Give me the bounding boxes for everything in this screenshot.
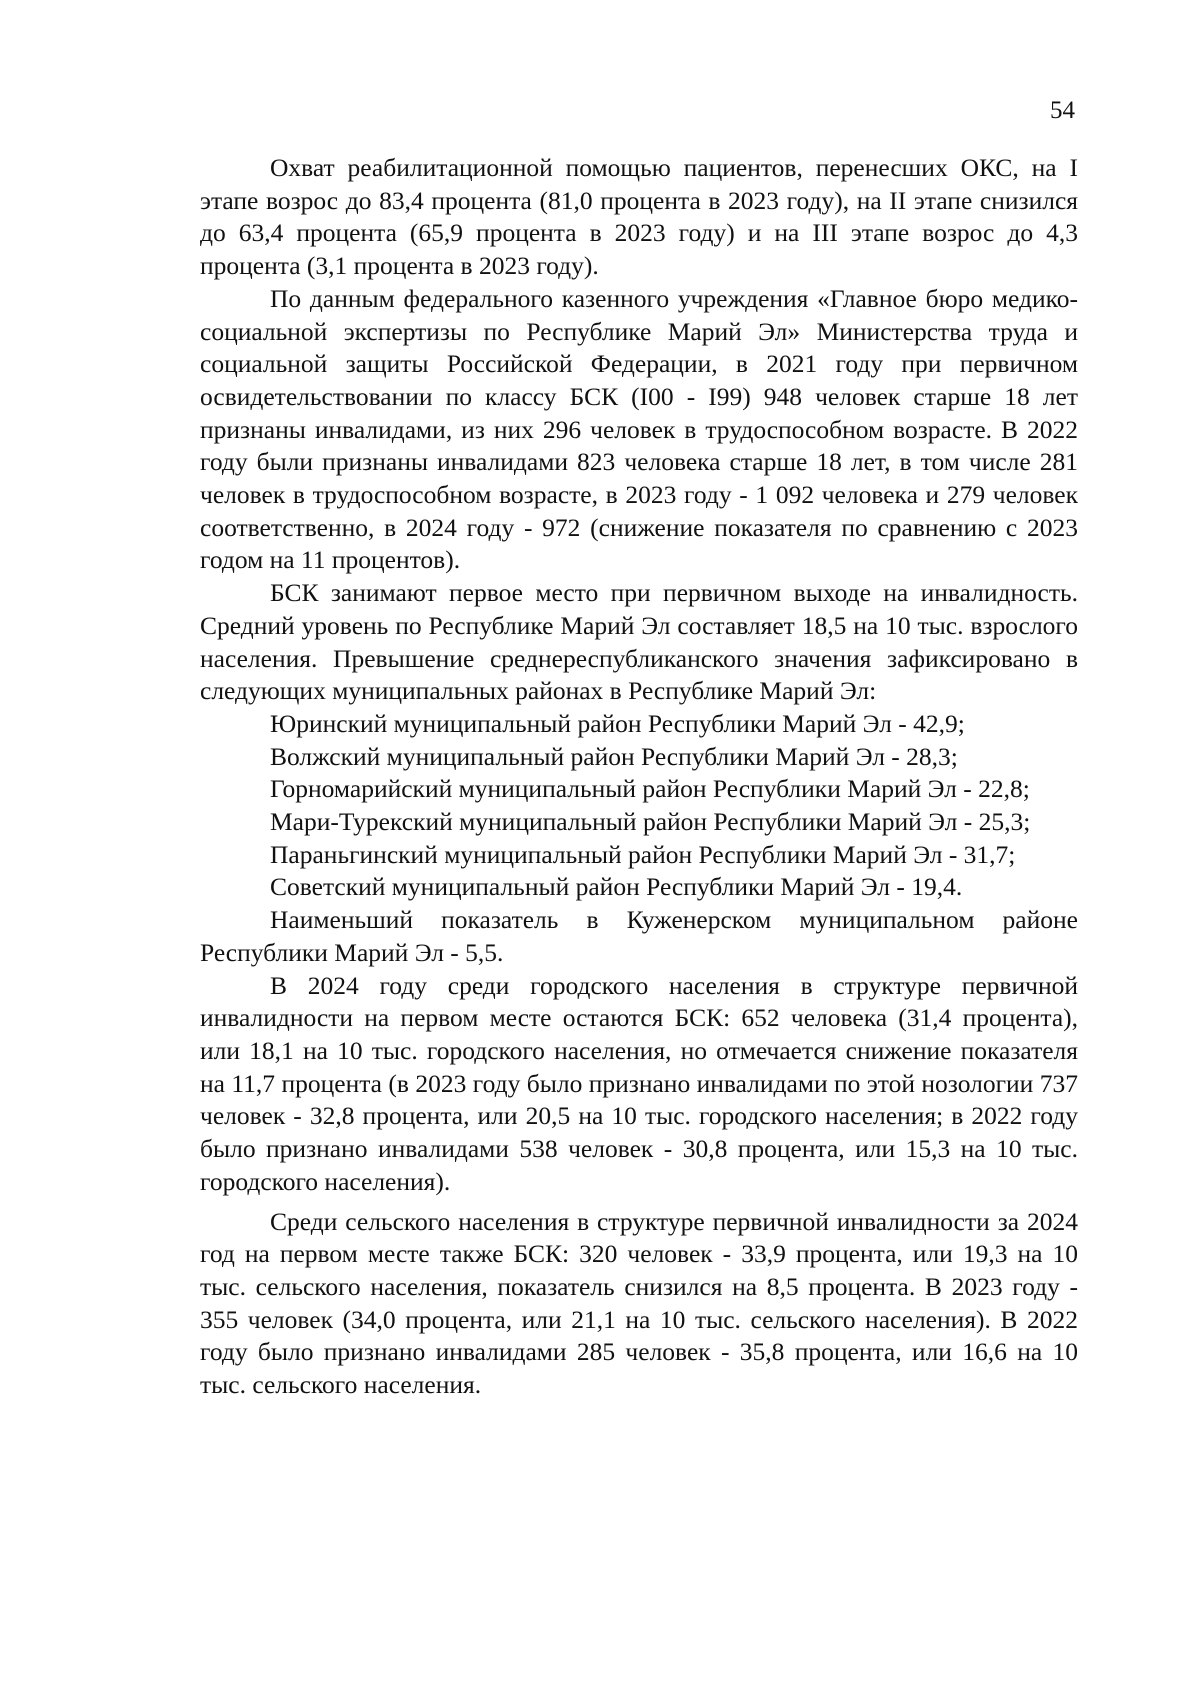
- list-item-sovetsky: Советский муниципальный район Республики Марий Эл - 19,4.: [270, 872, 963, 902]
- list-item-yurinsky: Юринский муниципальный район Республики Марий Эл - 42,9;: [270, 708, 965, 738]
- paragraph-rural-population: Среди сельского населения в структуре первичной инвалидности за 2024 год на первом месте также БСК: 320 человек - 33,9 процента, или 19,3 на 10 тыс. сельского населения, показатель снизился на 8,5 процента. В 2023 году - 355 человек (34,0 процента, или 21,1 на 10 тыс. сельского населения). В 2022 году было признано инвалидами 285 человек - 35,8 процента, или 16,6 на 10 тыс. сельского населения.: [200, 1206, 1078, 1400]
- document-body: [200, 152, 1078, 1402]
- paragraph-lowest-indicator: Наименьший показатель в Куженерском муниципальном районе Республики Марий Эл - 5,5.: [200, 905, 1078, 967]
- list-item-paranginsky: Параньгинский муниципальный район Республики Марий Эл - 31,7;: [270, 839, 1016, 869]
- paragraph-disability-statistics: По данным федерального казенного учреждения «Главное бюро медико-социальной экспертизы по Республике Марий Эл» Министерства труда и социальной защиты Российской Федерации, в 2021 году при первичном освидетельствовании по классу БСК (I00 - I99) 948 человек старше 18 лет признаны инвалидами, из них 296 человек в трудоспособном возрасте. В 2022 году были признаны инвалидами 823 человека старше 18 лет, в том числе 281 человек в трудоспособном возрасте, в 2023 году - 1 092 человека и 279 человек соответственно, в 2024 году - 972 (снижение показателя по сравнению с 2023 годом на 11 процентов).: [200, 283, 1078, 575]
- list-item-mari-turek: Мари-Турекский муниципальный район Республики Марий Эл - 25,3;: [270, 807, 1031, 837]
- list-item-gornomariysky: Горномарийский муниципальный район Республики Марий Эл - 22,8;: [270, 774, 1030, 804]
- paragraph-bsk-first-place: БСК занимают первое место при первичном выходе на инвалидность. Средний уровень по Республике Марий Эл составляет 18,5 на 10 тыс. взрослого населения. Превышение среднереспубликанского значения зафиксировано в следующих муниципальных районах в Республике Марий Эл:: [200, 578, 1078, 706]
- paragraph-rehabilitation-coverage: Охват реабилитационной помощью пациентов, перенесших ОКС, на I этапе возрос до 83,4 процента (81,0 процента в 2023 году), на II этапе снизился до 63,4 процента (65,9 процента в 2023 году) и на III этапе возрос до 4,3 процента (3,1 процента в 2023 году).: [200, 153, 1078, 281]
- list-item-volzhsky: Волжский муниципальный район Республики Марий Эл - 28,3;: [270, 741, 958, 771]
- paragraph-urban-population: В 2024 году среди городского населения в структуре первичной инвалидности на первом месте остаются БСК: 652 человека (31,4 процента), или 18,1 на 10 тыс. городского населения, но отмечается снижение показателя на 11,7 процента (в 2023 году было признано инвалидами по этой нозологии 737 человек - 32,8 процента, или 20,5 на 10 тыс. городского населения; в 2022 году было признано инвалидами 538 человек - 30,8 процента, или 15,3 на 10 тыс. городского населения).: [200, 970, 1078, 1196]
- page-number: 54: [1050, 97, 1075, 124]
